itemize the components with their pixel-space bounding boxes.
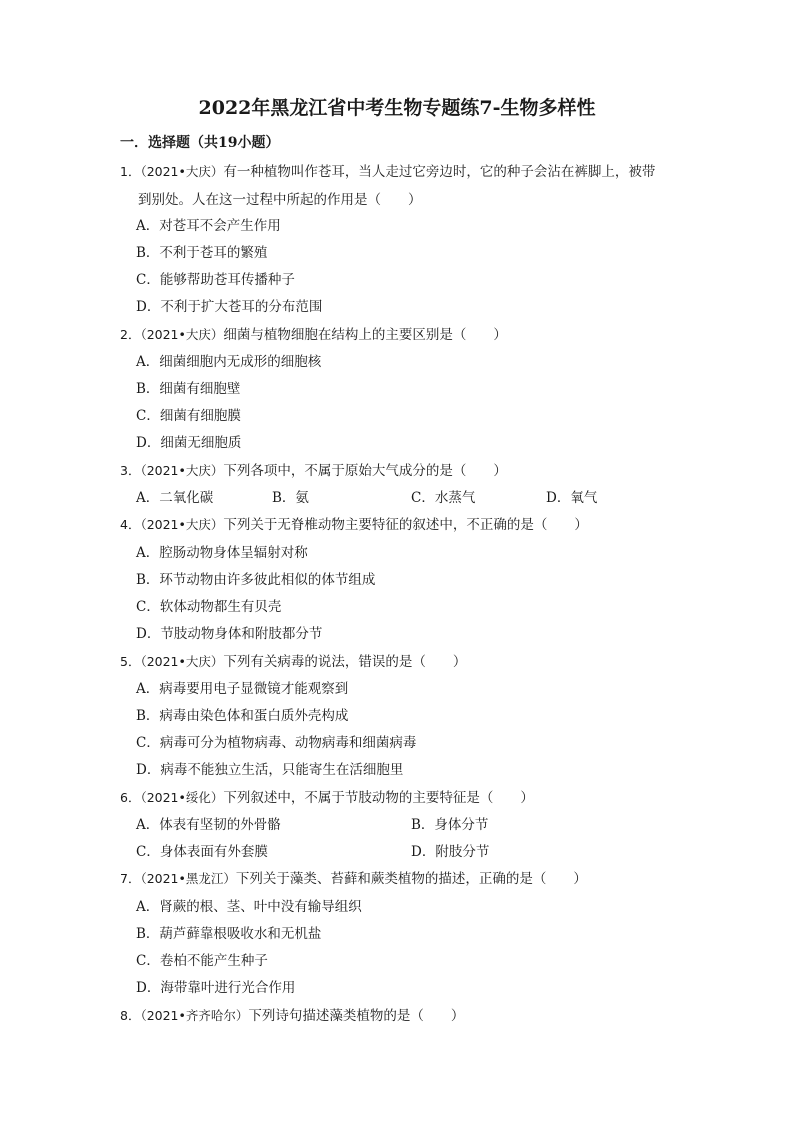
question-text: 下列各项中，不属于原始大气成分的是（ ）	[223, 463, 507, 479]
option-b: B．身体分节	[411, 817, 489, 833]
option-a: A．肾蕨的根、茎、叶中没有输导组织	[136, 899, 362, 915]
question-number: 2．	[120, 327, 141, 342]
document-title: 2022年黑龙江省中考生物专题练7-生物多样性	[198, 97, 596, 119]
option-c: C．身体表面有外套膜	[136, 844, 268, 860]
question-source: （2021•大庆）	[140, 463, 224, 478]
question-stem	[120, 515, 680, 535]
question-stem	[120, 869, 680, 889]
option-a: A．体表有坚韧的外骨骼	[136, 817, 281, 833]
question-stem	[120, 162, 680, 182]
question-text: 下列有关病毒的说法，错误的是（ ）	[223, 654, 467, 670]
question-8	[120, 1006, 680, 1026]
option-a: A．二氧化碳	[136, 490, 214, 506]
question-3	[120, 461, 680, 481]
option-c: C．能够帮助苍耳传播种子	[136, 272, 295, 288]
question-2	[120, 325, 680, 345]
question-stem	[120, 788, 680, 808]
question-source: （2021•大庆）	[140, 327, 224, 342]
option-a: A．病毒要用电子显微镜才能观察到	[136, 681, 349, 697]
option-c: C．水蒸气	[411, 490, 476, 506]
question-number: 6．	[120, 790, 141, 805]
option-d: D．海带靠叶进行光合作用	[136, 980, 296, 996]
question-number: 3．	[120, 463, 141, 478]
question-stem	[120, 1006, 680, 1026]
question-source: （2021•绥化）	[140, 790, 224, 805]
question-number: 4．	[120, 517, 141, 532]
section-heading: 一．选择题（共19小题）	[120, 135, 280, 151]
option-d: D．不利于扩大苍耳的分布范围	[136, 299, 323, 315]
option-b: B．不利于苍耳的繁殖	[136, 245, 268, 261]
question-text: 有一种植物叫作苍耳，当人走过它旁边时，它的种子会沾在裤脚上，被带	[223, 164, 656, 180]
option-c: C．软体动物都生有贝壳	[136, 599, 282, 615]
option-b: B．氨	[272, 490, 309, 506]
option-b: B．细菌有细胞壁	[136, 381, 241, 397]
question-text-continued: 到别处。人在这一过程中所起的作用是（ ）	[138, 192, 422, 208]
question-text: 下列关于无脊椎动物主要特征的叙述中，不正确的是（ ）	[223, 517, 588, 533]
question-1	[120, 162, 680, 210]
question-text: 下列叙述中，不属于节肢动物的主要特征是（ ）	[223, 790, 534, 806]
option-a: A．对苍耳不会产生作用	[136, 218, 281, 234]
question-text: 下列关于藻类、苔藓和蕨类植物的描述，正确的是（ ）	[235, 871, 587, 887]
question-text: 下列诗句描述藻类植物的是（ ）	[248, 1008, 465, 1024]
option-d: D．附肢分节	[411, 844, 490, 860]
option-b: B．葫芦藓靠根吸收水和无机盐	[136, 926, 322, 942]
question-number: 1．	[120, 164, 141, 179]
option-c: C．卷柏不能产生种子	[136, 953, 268, 969]
option-c: C．病毒可分为植物病毒、动物病毒和细菌病毒	[136, 735, 417, 751]
question-source: （2021•黑龙江）	[140, 871, 236, 886]
option-d: D．细菌无细胞质	[136, 435, 242, 451]
question-number: 7．	[120, 871, 141, 886]
option-d: D．节肢动物身体和附肢都分节	[136, 626, 323, 642]
question-number: 8．	[120, 1008, 141, 1023]
option-a: A．腔肠动物身体呈辐射对称	[136, 545, 308, 561]
question-stem	[120, 461, 680, 481]
option-b: B．环节动物由许多彼此相似的体节组成	[136, 572, 376, 588]
question-text: 细菌与植物细胞在结构上的主要区别是（ ）	[223, 327, 507, 343]
option-d: D．病毒不能独立生活，只能寄生在活细胞里	[136, 762, 404, 778]
question-source: （2021•齐齐哈尔）	[140, 1008, 249, 1023]
question-stem	[120, 652, 680, 672]
question-6	[120, 788, 680, 808]
option-b: B．病毒由染色体和蛋白质外壳构成	[136, 708, 349, 724]
question-source: （2021•大庆）	[140, 517, 224, 532]
question-source: （2021•大庆）	[140, 164, 224, 179]
option-c: C．细菌有细胞膜	[136, 408, 241, 424]
question-5	[120, 652, 680, 672]
question-source: （2021•大庆）	[140, 654, 224, 669]
question-4	[120, 515, 680, 535]
option-d: D．氧气	[546, 490, 598, 506]
question-stem	[120, 325, 680, 345]
option-a: A．细菌细胞内无成形的细胞核	[136, 354, 322, 370]
question-7	[120, 869, 680, 889]
question-number: 5．	[120, 654, 141, 669]
